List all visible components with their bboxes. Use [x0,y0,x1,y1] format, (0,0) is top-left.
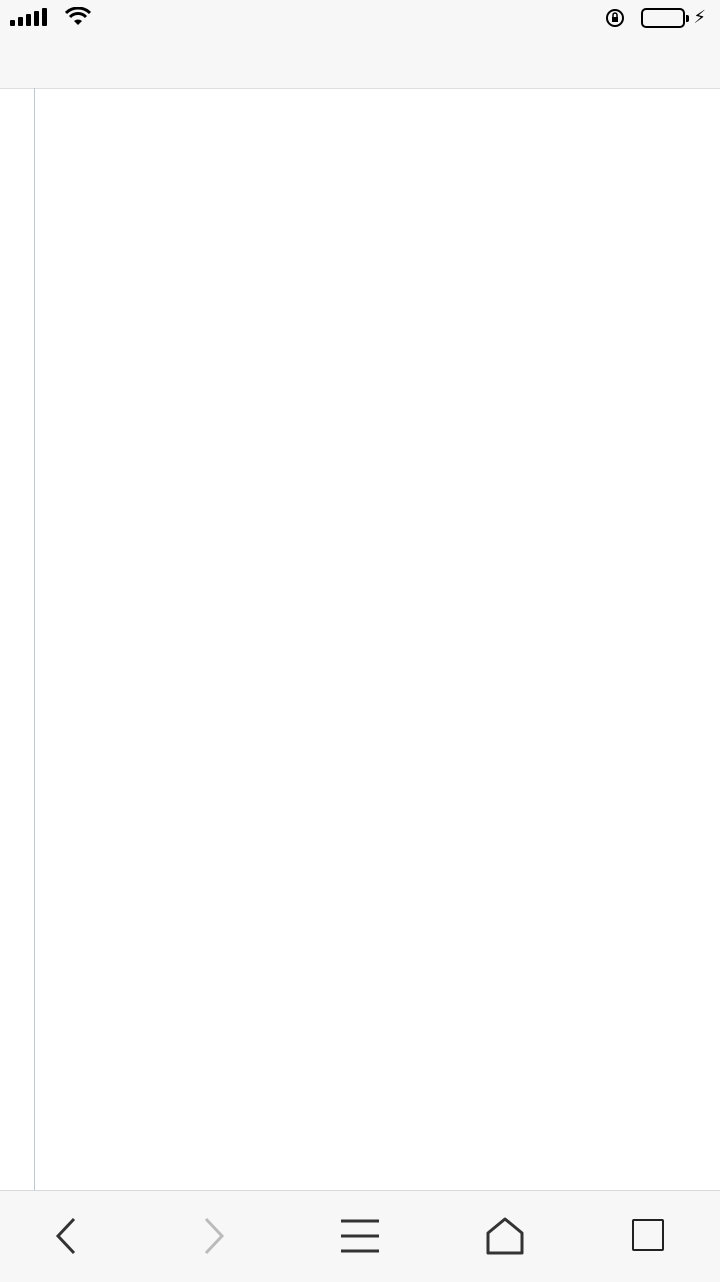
forward-button[interactable] [188,1213,238,1259]
back-button[interactable] [42,1213,92,1259]
wifi-icon [65,7,91,27]
signal-icon [10,8,47,26]
charging-icon: ⚡ [693,7,706,28]
chevron-right-icon [188,1213,238,1259]
rotation-lock-icon [605,8,625,28]
page-title-bar[interactable] [0,40,720,89]
page-content[interactable] [34,88,720,1190]
menu-button[interactable] [335,1213,385,1259]
status-bar [0,0,720,40]
menu-icon [335,1213,385,1259]
browser-toolbar [0,1190,720,1282]
chevron-left-icon [42,1213,92,1259]
battery-icon [641,8,685,28]
tabs-button[interactable] [632,1219,664,1251]
home-icon [480,1213,530,1259]
home-button[interactable] [480,1213,530,1259]
